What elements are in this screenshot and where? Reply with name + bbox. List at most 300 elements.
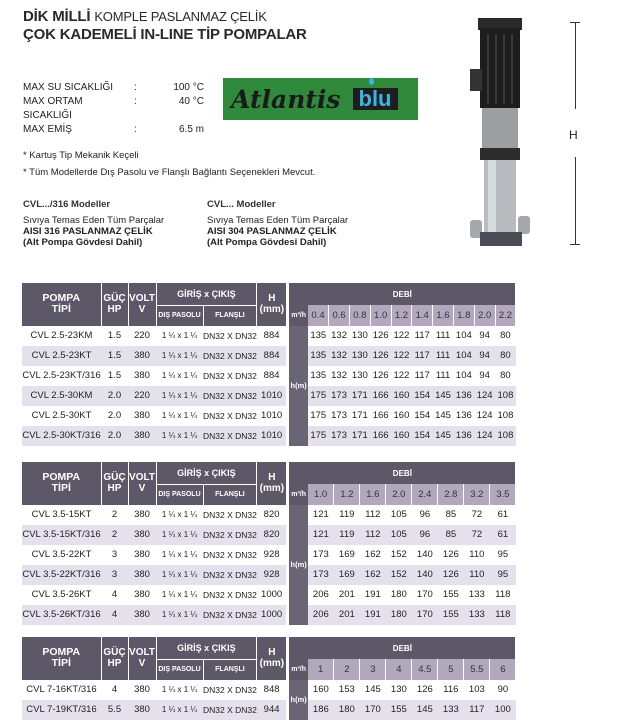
dimension-label-h: H [569,128,578,142]
head-value: 96 [412,525,438,545]
head-value: 135 [310,370,327,381]
header-mm-unit: (mm) [259,483,285,495]
header-flow-unit: m³/h [288,659,308,680]
head-unit: h(m) [288,680,308,720]
table-row [22,545,516,565]
head-value: 119 [339,509,355,520]
head-value: 166 [370,386,391,406]
header-volt [128,637,156,680]
power-hp: 3 [111,549,118,560]
height-mm: 848 [263,684,280,695]
header-guc-label: GÜÇ [103,293,126,305]
head-value: 180 [390,589,407,600]
head-value: 126 [416,684,433,695]
head-value: 95 [490,565,516,585]
head-value: 96 [419,509,431,520]
height-mm: 1010 [257,426,288,446]
table-row [22,680,516,700]
head-value: 160 [391,426,412,446]
flow-value: 0.8 [349,305,370,326]
header-row [22,637,516,659]
head-value: 155 [438,605,464,625]
power-hp: 4 [111,589,118,600]
model-material: AISI 316 PASLANMAZ ÇELİK [23,226,153,237]
head-value: 121 [312,509,329,520]
head-value: 173 [329,386,350,406]
height-mm: 884 [257,346,288,366]
head-value: 206 [308,605,334,625]
header-h: H [268,472,276,484]
head-value: 132 [331,370,347,381]
spec-label: MAX SU SICAKLIĞI [23,82,114,93]
head-value: 118 [495,589,511,600]
model-name: CVL 3.5-26KT/316 [22,605,101,625]
header-pompa-tipi [22,283,101,326]
header-v-unit: V [138,483,146,495]
spec-sep: : [134,96,137,107]
flow-value: 4 [386,659,412,680]
flow-value: 1.6 [360,484,386,505]
header-giris-cikis: GİRİŞ x ÇIKIŞ [156,283,257,305]
page-title-line1 [23,8,267,25]
flanged-connection: DN32 X DN32 [203,426,257,446]
spec-value: 6.5 m [178,124,204,135]
head-value: 80 [495,346,516,366]
header-giris-cikis: GİRİŞ x ÇIKIŞ [156,637,257,659]
head-value: 191 [364,589,381,600]
voltage: 380 [128,525,156,545]
head-value: 126 [372,330,389,341]
table-row [22,605,516,625]
table-row [22,366,516,386]
threaded-connection: 1 ¼ x 1 ¼ [156,605,203,625]
title-bold: DİK MİLLİ [23,8,91,25]
spec-value: 40 °C [178,96,204,107]
head-value: 135 [308,346,329,366]
head-value: 110 [469,549,485,560]
flanged-connection: DN32 X DN32 [203,684,257,695]
height-mm: 928 [257,565,288,585]
spec-label: MAX ORTAM SICAKLIĞI [23,96,83,121]
model-heading: CVL... Modeller [207,199,276,210]
head-value: 173 [331,410,347,421]
model-name: CVL 3.5-22KT/316 [22,565,101,585]
head-value: 103 [468,684,485,695]
height-mm: 820 [257,525,288,545]
head-value: 117 [464,700,490,720]
flow-value: 1.0 [308,484,334,505]
power-hp: 2 [101,525,128,545]
head-value: 136 [453,386,474,406]
head-value: 136 [455,410,472,421]
table-row [22,505,516,525]
header-pompa: POMPA [42,471,81,484]
head-value: 175 [310,410,327,421]
power-hp: 2 [111,509,118,520]
threaded-connection: 1 ¼ x 1 ¼ [156,386,203,406]
title-rest: KOMPLE PASLANMAZ ÇELİK [94,9,267,24]
header-mm-unit: (mm) [259,658,285,670]
head-value: 105 [386,525,412,545]
head-value: 173 [329,426,350,446]
flow-value: 0.4 [308,305,329,326]
head-value: 111 [435,330,451,341]
water-drop-icon [369,78,374,85]
flow-value: 1.2 [334,484,360,505]
header-flow-unit: m³/h [288,484,308,505]
flow-value: 0.6 [329,305,350,326]
power-hp: 5.5 [101,700,128,720]
head-value: 126 [442,549,459,560]
head-value: 201 [338,589,355,600]
header-volt-label: VOLT [129,293,155,305]
head-value: 145 [433,426,454,446]
header-guc [101,637,128,680]
table-row [22,565,516,585]
head-value: 72 [471,509,483,520]
head-value: 132 [329,346,350,366]
pump-table-2 [22,462,516,625]
header-guc [101,283,128,326]
head-value: 154 [412,426,433,446]
specs-list [23,81,204,137]
height-mm: 1000 [257,605,288,625]
height-mm: 1000 [261,589,283,600]
header-giris-cikis: GİRİŞ x ÇIKIŞ [156,462,257,484]
head-value: 108 [495,426,516,446]
header-volt [128,462,156,505]
head-value: 186 [308,700,334,720]
head-value: 108 [495,386,516,406]
flow-value: 1.2 [391,305,412,326]
head-value: 133 [468,589,485,600]
model-name: CVL 7-16KT/316 [26,684,97,695]
head-value: 145 [435,410,451,421]
model-name: CVL 3.5-15KT [31,509,92,520]
head-value: 206 [312,589,329,600]
head-value: 173 [308,565,334,585]
power-hp: 1.5 [101,346,128,366]
height-mm: 944 [257,700,288,720]
header-tipi: TİPİ [51,482,71,495]
flow-value: 2.2 [495,305,516,326]
header-flansli: FLANŞLI [203,659,257,680]
head-value: 135 [310,330,327,341]
threaded-connection: 1 ¼ x 1 ¼ [161,371,198,380]
head-value: 133 [438,700,464,720]
power-hp: 2.0 [101,426,128,446]
header-guc-label: GÜÇ [103,472,126,484]
model-info-316 [23,199,164,248]
page-title-line2: ÇOK KADEMELİ IN-LINE TİP POMPALAR [23,26,307,43]
flanged-connection: DN32 X DN32 [203,509,257,520]
head-value: 126 [370,346,391,366]
header-row [22,462,516,484]
threaded-connection: 1 ¼ x 1 ¼ [161,411,198,420]
head-value: 154 [414,410,431,421]
header-dis-pasolu: DIŞ PASOLU [156,305,203,326]
head-value: 118 [490,605,516,625]
header-pompa-tipi [22,462,101,505]
head-value: 94 [474,346,495,366]
flow-value: 1.4 [412,305,433,326]
header-volt [128,283,156,326]
head-value: 170 [412,605,438,625]
threaded-connection: 1 ¼ x 1 ¼ [161,685,198,694]
threaded-connection: 1 ¼ x 1 ¼ [156,525,203,545]
header-pompa: POMPA [42,646,81,659]
table-row [22,406,516,426]
power-hp: 1.5 [107,330,122,341]
flow-value: 5 [438,659,464,680]
head-value: 126 [438,565,464,585]
head-value: 152 [386,565,412,585]
header-flow-unit: m³/h [288,305,308,326]
note: * Kartuş Tip Mekanik Keçeli [23,150,139,161]
head-value: 80 [500,330,511,341]
model-name: CVL 3.5-22KT [31,549,92,560]
header-hp-unit: HP [107,658,122,670]
head-value: 173 [312,549,329,560]
header-flansli: FLANŞLI [203,484,257,505]
head-value: 100 [490,700,516,720]
head-value: 201 [334,605,360,625]
voltage: 220 [134,330,150,341]
flow-value: 5.5 [464,659,490,680]
head-value: 105 [390,509,407,520]
header-v-unit: V [138,658,146,670]
model-line: Sıvıya Temas Eden Tüm Parçalar [207,215,349,226]
header-v-unit: V [138,304,146,316]
header-tipi: TİPİ [51,657,71,670]
notes [23,147,315,181]
pump-table-3 [22,637,516,720]
threaded-connection: 1 ¼ x 1 ¼ [156,346,203,366]
header-pompa-tipi [22,637,101,680]
header-volt-label: VOLT [129,647,155,659]
head-value: 166 [372,410,389,421]
flow-value: 2.0 [474,305,495,326]
flow-value: 3.5 [490,484,516,505]
pump-image [470,14,530,254]
threaded-connection: 1 ¼ x 1 ¼ [156,700,203,720]
header-hp-unit: HP [107,304,122,316]
head-value: 130 [351,330,368,341]
header-h-mm [257,283,288,326]
voltage: 380 [128,565,156,585]
power-hp: 2.0 [107,410,122,421]
head-value: 61 [490,525,516,545]
model-info-304 [207,199,348,248]
head-value: 169 [338,549,355,560]
spec-sep: : [134,82,137,93]
head-value: 116 [443,684,459,695]
height-mm: 1010 [257,386,288,406]
table-row [22,585,516,605]
note: * Tüm Modellerde Dış Pasolu ve Flanşlı Bağlantı Seçenekleri Mevcut. [23,167,316,178]
head-value: 111 [435,370,451,381]
head-value: 130 [349,346,370,366]
model-material: AISI 304 PASLANMAZ ÇELİK [207,226,337,237]
head-value: 180 [334,700,360,720]
head-value: 160 [393,410,410,421]
table-row [22,700,516,720]
voltage: 380 [134,509,150,520]
model-name: CVL 2.5-23KT/316 [22,370,101,381]
flow-value: 1.0 [370,305,391,326]
flanged-connection: DN32 X DN32 [203,346,257,366]
flanged-connection: DN32 X DN32 [203,549,257,560]
table-row [22,386,516,406]
header-guc-label: GÜÇ [103,647,126,659]
spec-label: MAX EMİŞ [23,124,72,135]
flanged-connection: DN32 X DN32 [203,370,257,381]
head-value: 169 [334,565,360,585]
power-hp: 3 [101,565,128,585]
model-note: (Alt Pompa Gövdesi Dahil) [207,237,327,248]
voltage: 380 [134,410,150,421]
head-value: 191 [360,605,386,625]
logo-suffix: blu [353,88,398,110]
threaded-connection: 1 ¼ x 1 ¼ [161,331,198,340]
head-value: 80 [500,370,511,381]
header-dis-pasolu: DIŞ PASOLU [156,484,203,505]
flow-value: 2.0 [386,484,412,505]
head-value: 124 [474,426,495,446]
model-line: Sıvıya Temas Eden Tüm Parçalar [23,215,165,226]
head-value: 132 [331,330,347,341]
model-name: CVL 7-19KT/316 [22,700,101,720]
head-value: 94 [479,330,490,341]
flow-value: 2 [334,659,360,680]
head-value: 108 [497,410,514,421]
head-value: 117 [414,370,430,381]
flanged-connection: DN32 X DN32 [203,525,257,545]
head-value: 122 [391,346,412,366]
head-value: 170 [416,589,433,600]
header-h-mm [257,637,288,680]
head-value: 112 [360,525,386,545]
flanged-connection: DN32 X DN32 [203,386,257,406]
flanged-connection: DN32 X DN32 [203,700,257,720]
height-dimension [567,22,587,252]
head-value: 117 [412,346,433,366]
header-pompa: POMPA [42,292,81,305]
head-value: 170 [360,700,386,720]
model-name: CVL 3.5-15KT/316 [22,525,101,545]
head-value: 162 [360,565,386,585]
voltage: 220 [128,386,156,406]
power-hp: 1.5 [107,370,122,381]
head-unit: h(m) [288,326,308,446]
model-name: CVL 2.5-30KT/316 [22,426,101,446]
head-value: 111 [433,346,454,366]
header-tipi: TİPİ [51,303,71,316]
power-hp: 4 [111,684,118,695]
header-h: H [268,647,276,659]
table-row [22,426,516,446]
header-h: H [268,293,276,305]
head-value: 124 [476,410,493,421]
head-value: 104 [455,330,472,341]
head-value: 171 [349,386,370,406]
flow-value: 2.4 [412,484,438,505]
logo-brand: Atlantis [231,84,341,114]
threaded-connection: 1 ¼ x 1 ¼ [161,550,198,559]
voltage: 380 [134,370,150,381]
head-value: 130 [351,370,368,381]
flow-value: 1.8 [453,305,474,326]
flow-value: 1 [308,659,334,680]
flanged-connection: DN32 X DN32 [203,330,257,341]
head-value: 171 [351,410,368,421]
header-h-mm [257,462,288,505]
flow-value: 3.2 [464,484,490,505]
power-hp: 2.0 [101,386,128,406]
height-mm: 820 [263,509,280,520]
model-name: CVL 2.5-23KM [30,330,93,341]
head-unit: h(m) [288,505,308,625]
head-value: 166 [370,426,391,446]
flow-value: 2.8 [438,484,464,505]
head-value: 175 [308,386,329,406]
header-hp-unit: HP [107,483,122,495]
head-value: 155 [386,700,412,720]
power-hp: 4 [101,605,128,625]
head-value: 85 [445,509,457,520]
head-value: 180 [386,605,412,625]
head-value: 160 [391,386,412,406]
head-value: 171 [349,426,370,446]
head-value: 160 [312,684,329,695]
model-heading: CVL.../316 Modeller [23,199,111,210]
spec-value: 100 °C [173,82,204,93]
model-name: CVL 2.5-30KM [22,386,101,406]
head-value: 130 [390,684,407,695]
flanged-connection: DN32 X DN32 [203,605,257,625]
header-row [22,283,516,305]
voltage: 380 [128,346,156,366]
head-value: 126 [372,370,389,381]
spec-sep: : [134,124,137,135]
header-flansli: FLANŞLI [203,305,257,326]
head-value: 112 [365,509,381,520]
head-value: 122 [393,330,410,341]
threaded-connection: 1 ¼ x 1 ¼ [161,510,198,519]
header-volt-label: VOLT [129,472,155,484]
threaded-connection: 1 ¼ x 1 ¼ [156,426,203,446]
head-value: 117 [414,330,430,341]
head-value: 133 [464,605,490,625]
head-value: 104 [453,346,474,366]
height-mm: 1010 [261,410,283,421]
spec-row [23,123,204,137]
model-name: CVL 3.5-26KT [31,589,92,600]
head-value: 154 [412,386,433,406]
head-value: 95 [497,549,509,560]
head-value: 145 [364,684,381,695]
header-dis-pasolu: DIŞ PASOLU [156,659,203,680]
voltage: 380 [134,684,150,695]
pump-table-1 [22,283,516,446]
model-name: CVL 2.5-30KT [31,410,92,421]
flow-value: 3 [360,659,386,680]
flow-value: 6 [490,659,516,680]
head-value: 124 [474,386,495,406]
table-row [22,525,516,545]
header-debi: DEBİ [288,637,516,659]
head-value: 155 [442,589,459,600]
